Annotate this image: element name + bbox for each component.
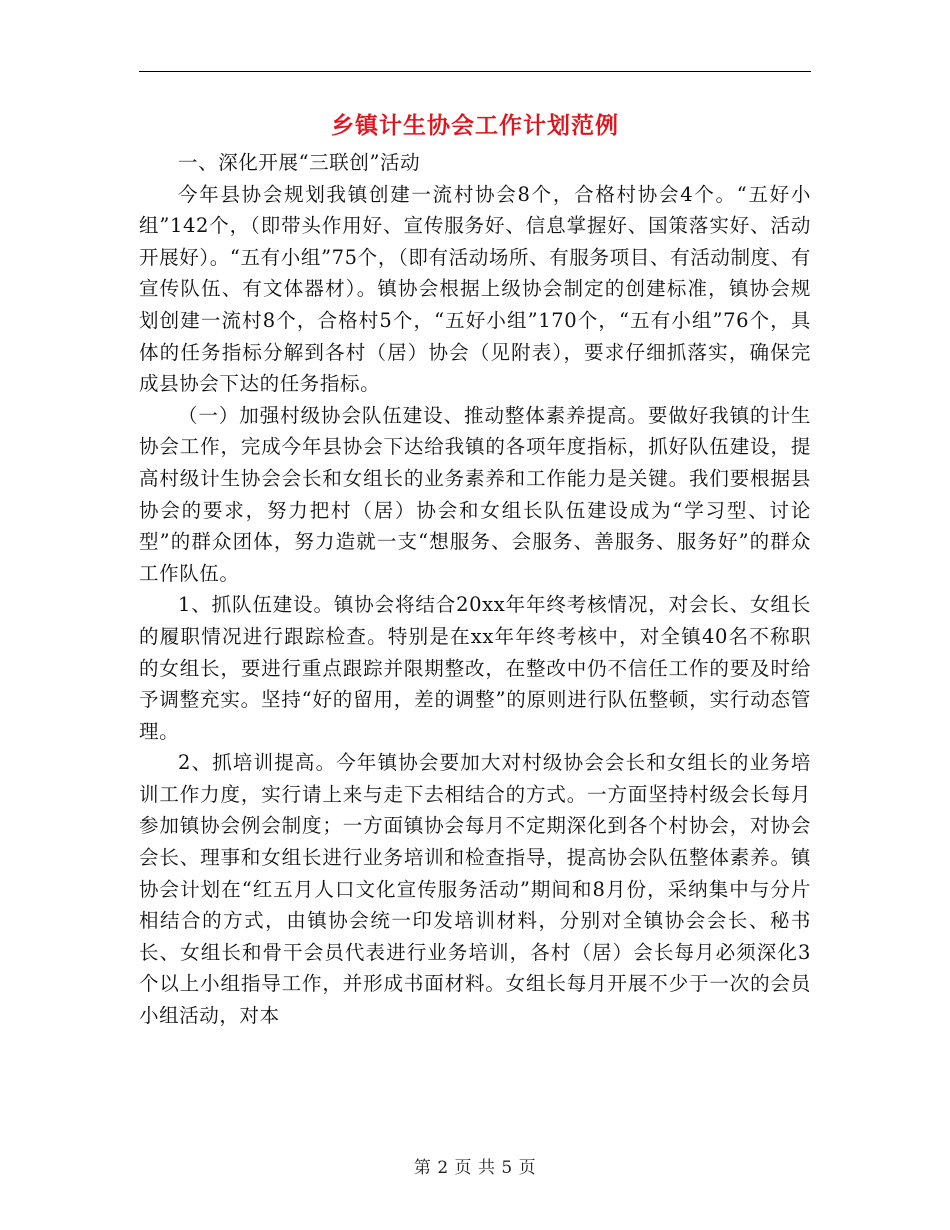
paragraph-1: 今年县协会规划我镇创建一流村协会8个，合格村协会4个。“五好小组”142个，（即带头作用好、宣传服务好、信息掌握好、国策落实好、活动开展好）。“五有小组”75个，（即有活动场所、有服务项目、有活动制度、有宣传队伍、有文体器材）。镇协会根据上级协会制定的创建标准，镇协会规划创建一流村8个，合格村5个，“五好小组”170个，“五有小组”76个，具体的任务指标分解到各村（居）协会（见附表），要求仔细抓落实，确保完成县协会下达的任务指标。 [139,182,811,396]
document-body [139,147,811,1032]
section-heading-1: 一、深化开展“三联创”活动 [178,151,421,174]
page-number-footer: 第 2 页 共 5 页 [413,1158,537,1178]
paragraph-4: 2、抓培训提高。今年镇协会要加大对村级协会会长和女组长的业务培训工作力度，实行请上来与走下去相结合的方式。一方面坚持村级会长每月参加镇协会例会制度；一方面镇协会每月不定期深化到各个村协会，对协会会长、理事和女组长进行业务培训和检查指导，提高协会队伍整体素养。镇协会计划在“红五月人口文化宣传服务活动”期间和8月份，采纳集中与分片相结合的方式，由镇协会统一印发培训材料，分别对全镇协会会长、秘书长、女组长和骨干会员代表进行业务培训，各村（居）会长每月必须深化3个以上小组指导工作，并形成书面材料。女组长每月开展不少于一次的会员小组活动，对本 [139,751,811,1028]
paragraph-3: 1、抓队伍建设。镇协会将结合20xx年年终考核情况，对会长、女组长的履职情况进行跟踪检查。特别是在xx年年终考核中，对全镇40名不称职的女组长，要进行重点跟踪并限期整改，在整改中仍不信任工作的要及时给予调整充实。坚持“好的留用，差的调整”的原则进行队伍整顿，实行动态管理。 [139,593,811,743]
document-title: 乡镇计生协会工作计划范例 [331,113,619,139]
header-rule [139,71,811,72]
paragraph-2: （一）加强村级协会队伍建设、推动整体素养提高。要做好我镇的计生协会工作，完成今年县协会下达给我镇的各项年度指标，抓好队伍建设，提高村级计生协会会长和女组长的业务素养和工作能力是关键。我们要根据县协会的要求，努力把村（居）协会和女组长队伍建设成为“学习型、讨论型”的群众团体，努力造就一支“想服务、会服务、善服务、服务好”的群众工作队伍。 [139,403,811,585]
